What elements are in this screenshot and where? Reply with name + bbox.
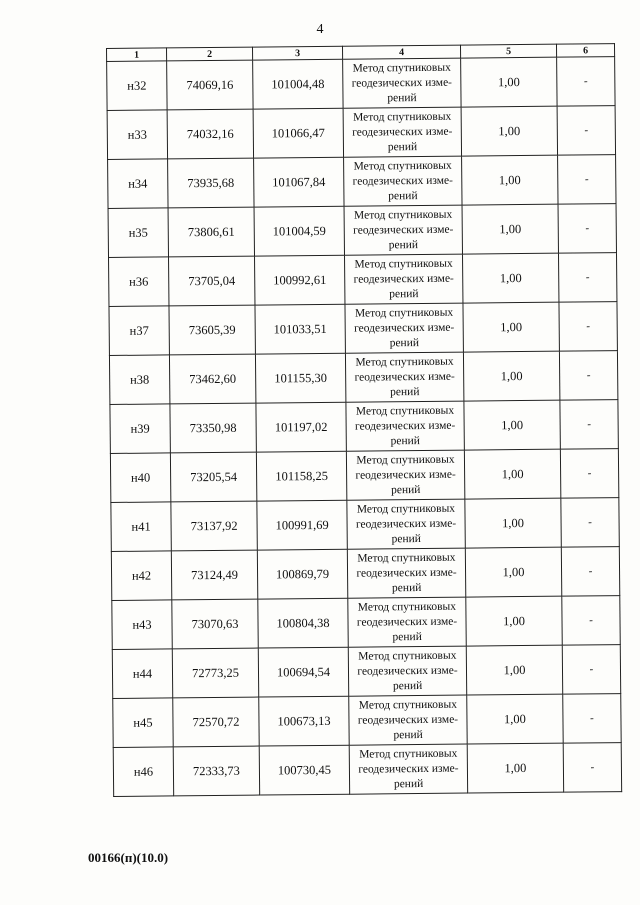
column-header: 6: [556, 44, 614, 58]
point-id-cell: н39: [110, 404, 170, 454]
column-header: 2: [167, 47, 253, 61]
method-cell: Метод спутниковых геодезических изме-рений: [343, 107, 461, 157]
x-coordinate-cell: 73935,68: [168, 158, 254, 208]
table-row: [112, 645, 620, 699]
y-coordinate-cell: 101033,51: [255, 304, 345, 354]
x-coordinate-cell: 74069,16: [167, 60, 253, 110]
accuracy-cell: 1,00: [462, 253, 558, 303]
column-header: 5: [460, 44, 556, 58]
table-row: [108, 204, 616, 258]
method-cell: Метод спутниковых геодезических изме-рений: [345, 352, 463, 402]
point-id-cell: н46: [113, 747, 173, 797]
note-cell: -: [560, 400, 618, 450]
note-cell: -: [562, 645, 620, 695]
column-header: 1: [107, 48, 167, 62]
method-cell: Метод спутниковых геодезических изме-рений: [349, 744, 467, 794]
x-coordinate-cell: 73350,98: [170, 403, 256, 453]
page-number: 4: [316, 22, 324, 37]
table-row: [108, 155, 616, 209]
table-row: [107, 57, 615, 111]
accuracy-cell: 1,00: [466, 596, 562, 646]
y-coordinate-cell: 100991,69: [257, 500, 347, 550]
note-cell: -: [558, 204, 616, 254]
x-coordinate-cell: 73806,61: [168, 207, 254, 257]
method-cell: Метод спутниковых геодезических изме-рений: [345, 254, 463, 304]
accuracy-cell: 1,00: [464, 400, 560, 450]
y-coordinate-cell: 100869,79: [257, 549, 347, 599]
accuracy-cell: 1,00: [461, 106, 557, 156]
method-cell: Метод спутниковых геодезических изме-рений: [348, 646, 466, 696]
accuracy-cell: 1,00: [462, 155, 558, 205]
x-coordinate-cell: 72333,73: [173, 746, 259, 796]
table-row: [112, 596, 620, 650]
table-row: [111, 547, 619, 601]
accuracy-cell: 1,00: [462, 204, 558, 254]
table-row: [111, 498, 619, 552]
method-cell: Метод спутниковых геодезических изме-рений: [347, 499, 465, 549]
y-coordinate-cell: 100730,45: [259, 745, 349, 795]
point-id-cell: н32: [107, 61, 167, 111]
note-cell: -: [561, 547, 619, 597]
y-coordinate-cell: 101004,48: [253, 59, 343, 109]
note-cell: -: [560, 449, 618, 499]
point-id-cell: н36: [109, 257, 169, 307]
note-cell: -: [558, 155, 616, 205]
coordinates-table-wrapper: [106, 43, 622, 797]
point-id-cell: н34: [108, 159, 168, 209]
x-coordinate-cell: 73462,60: [169, 354, 255, 404]
x-coordinate-cell: 73605,39: [169, 305, 255, 355]
x-coordinate-cell: 74032,16: [167, 109, 253, 159]
note-cell: -: [557, 57, 615, 107]
note-cell: -: [558, 253, 616, 303]
table-row: [109, 253, 617, 307]
y-coordinate-cell: 101197,02: [256, 402, 346, 452]
accuracy-cell: 1,00: [463, 351, 559, 401]
table-row: [110, 400, 618, 454]
point-id-cell: н40: [110, 453, 170, 503]
method-cell: Метод спутниковых геодезических изме-рений: [347, 548, 465, 598]
y-coordinate-cell: 100673,13: [259, 696, 349, 746]
y-coordinate-cell: 101158,25: [256, 451, 346, 501]
method-cell: Метод спутниковых геодезических изме-рений: [346, 401, 464, 451]
point-id-cell: н37: [109, 306, 169, 356]
table-row: [107, 106, 615, 160]
y-coordinate-cell: 101067,84: [254, 157, 344, 207]
y-coordinate-cell: 100804,38: [258, 598, 348, 648]
method-cell: Метод спутниковых геодезических изме-рений: [344, 156, 462, 206]
x-coordinate-cell: 73705,04: [169, 256, 255, 306]
accuracy-cell: 1,00: [463, 302, 559, 352]
y-coordinate-cell: 101066,47: [253, 108, 343, 158]
note-cell: -: [557, 106, 615, 156]
y-coordinate-cell: 100694,54: [258, 647, 348, 697]
y-coordinate-cell: 100992,61: [255, 255, 345, 305]
x-coordinate-cell: 73137,92: [171, 501, 257, 551]
point-id-cell: н42: [111, 551, 171, 601]
x-coordinate-cell: 73205,54: [170, 452, 256, 502]
y-coordinate-cell: 101155,30: [255, 353, 345, 403]
accuracy-cell: 1,00: [461, 57, 557, 107]
note-cell: -: [559, 302, 617, 352]
method-cell: Метод спутниковых геодезических изме-рений: [349, 695, 467, 745]
note-cell: -: [559, 351, 617, 401]
method-cell: Метод спутниковых геодезических изме-рений: [345, 303, 463, 353]
point-id-cell: н45: [113, 698, 173, 748]
point-id-cell: н33: [107, 110, 167, 160]
x-coordinate-cell: 73124,49: [171, 550, 257, 600]
y-coordinate-cell: 101004,59: [254, 206, 344, 256]
table-row: [113, 694, 621, 748]
method-cell: Метод спутниковых геодезических изме-рений: [348, 597, 466, 647]
accuracy-cell: 1,00: [465, 498, 561, 548]
note-cell: -: [563, 694, 621, 744]
method-cell: Метод спутниковых геодезических изме-рений: [346, 450, 464, 500]
table-row: [109, 351, 617, 405]
column-header: 4: [342, 45, 460, 59]
accuracy-cell: 1,00: [464, 449, 560, 499]
table-row: [113, 743, 621, 797]
table-row: [110, 449, 618, 503]
x-coordinate-cell: 72570,72: [173, 697, 259, 747]
method-cell: Метод спутниковых геодезических изме-рений: [343, 58, 461, 108]
method-cell: Метод спутниковых геодезических изме-рений: [344, 205, 462, 255]
coordinates-table: [106, 43, 622, 797]
table-body: [107, 57, 622, 797]
point-id-cell: н44: [112, 649, 172, 699]
point-id-cell: н38: [109, 355, 169, 405]
accuracy-cell: 1,00: [466, 645, 562, 695]
note-cell: -: [561, 498, 619, 548]
accuracy-cell: 1,00: [467, 694, 563, 744]
note-cell: -: [563, 743, 621, 793]
note-cell: -: [562, 596, 620, 646]
x-coordinate-cell: 73070,63: [172, 599, 258, 649]
table-row: [109, 302, 617, 356]
point-id-cell: н35: [108, 208, 168, 258]
x-coordinate-cell: 72773,25: [172, 648, 258, 698]
column-header: 3: [252, 46, 342, 60]
accuracy-cell: 1,00: [465, 547, 561, 597]
point-id-cell: н43: [112, 600, 172, 650]
point-id-cell: н41: [111, 502, 171, 552]
accuracy-cell: 1,00: [467, 743, 563, 793]
document-code: 00166(п)(10.0): [88, 850, 169, 865]
